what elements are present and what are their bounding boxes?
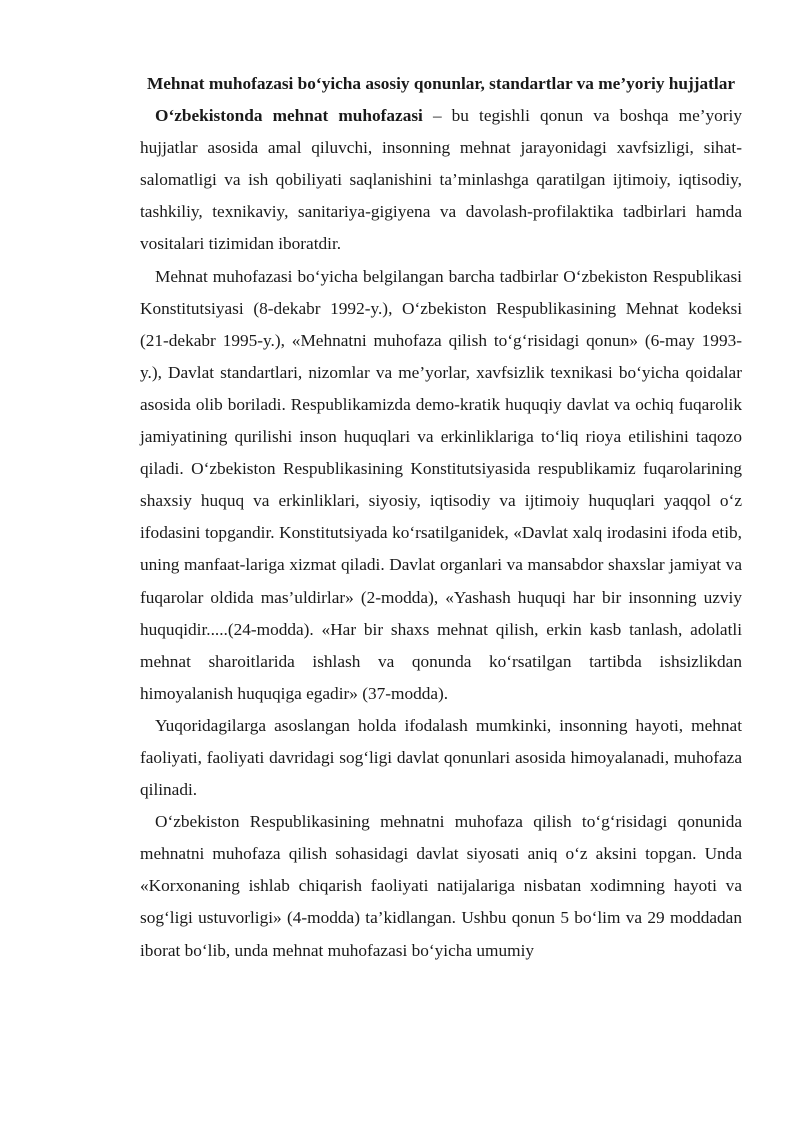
- paragraph-4-text: O‘zbekiston Respublikasining mehnatni muhofaza qilish to‘g‘risidagi qonunida mehnatni muhofaza qilish sohasidagi davlat siyosati aniq o‘z aksini topgan. Unda «Korxonaning ishlab chiqarish faoliyati natijalariga nisbatan xodimning hayoti va sog‘ligi ustuvorligi» (4-modda) ta’kidlangan. Ushbu qonun 5 bo‘lim va 29 moddadan iborat bo‘lib, unda mehnat muhofazasi bo‘yicha umumiy: [140, 812, 742, 960]
- document-title: Mehnat muhofazasi bo‘yicha asosiy qonunlar, standartlar va me’yoriy hujjatlar: [146, 74, 736, 93]
- paragraph-3: [140, 710, 742, 806]
- paragraph-2-text: Mehnat muhofazasi bo‘yicha belgilangan barcha tadbirlar O‘zbekiston Respublikasi Konstitutsiyasi (8-dekabr 1992-y.), O‘zbekiston Respublikasining Mehnat kodeksi (21-dekabr 1995-y.), «Mehnatni muhofaza qilish to‘g‘risidagi qonun» (6-may 1993-y.), Davlat standartlari, nizomlar va me’yorlar, xavfsizlik texnikasi bo‘yicha qoidalar asosida olib boriladi. Respublikamizda demo-kratik huquqiy davlat va ochiq fuqarolik jamiyatining qurilishi inson huquqlari va erkinliklariga to‘liq rioya etilishini taqozo qiladi. O‘zbekiston Respublikasining Konstitutsiyasida respublikamiz fuqarolarining shaxsiy huquq va erkinliklari, siyosiy, iqtisodiy va ijtimoiy huquqlari yaqqol o‘z ifodasini topgandir. Konstitutsiyada ko‘rsatilganidek, «Davlat xalq irodasini ifoda etib, uning manfaat-lariga xizmat qiladi. Davlat organlari va mansabdor shaxslar jamiyat va fuqarolar oldida mas’uldirlar» (2-modda), «Yashash huquqi har bir insonning uzviy huquqidir.....(24-modda). «Har bir shaxs mehnat qilish, erkin kasb tanlash, adolatli mehnat sharoitlarida ishlash va qonunda ko‘rsatilgan tartibda ishsizlikdan himoyalanish huquqiga egadir» (37-modda).: [140, 266, 742, 703]
- paragraph-1-lead: O‘zbekistonda mehnat muhofazasi: [155, 106, 423, 126]
- document-page: [140, 68, 742, 967]
- paragraph-3-text: Yuqoridagilarga asoslangan holda ifodalash mumkinki, insonning hayoti, mehnat faoliyati, faoliyati davridagi sog‘ligi davlat qonunlari asosida himoyalanadi, muhofaza qilinadi.: [140, 715, 742, 800]
- paragraph-1-text: – bu tegishli qonun va boshqa me’yoriy hujjatlar asosida amal qiluvchi, insonning mehnat jarayonidagi xavfsizligi, sihat-salomatligi va ish qobiliyati saqlanishini ta’minlashga qaratilgan ijtimoiy, iqtisodiy, tashkiliy, texnikaviy, sanitariya-gigiyena va davolash-profilaktika tadbirlari hamda vositalari tizimidan iboratdir.: [140, 106, 742, 254]
- paragraph-4: [140, 806, 742, 966]
- paragraph-1: [140, 100, 742, 260]
- paragraph-2: [140, 261, 742, 710]
